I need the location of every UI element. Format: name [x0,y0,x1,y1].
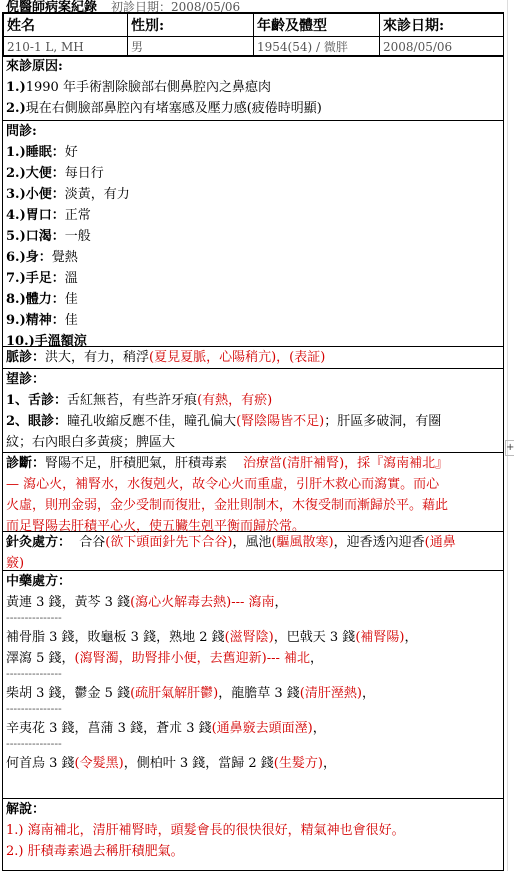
diagnosis-plan-line: 火虛，則刑金弱，金少受制而復壯，金壯則制木，木復受制而漸歸於平。藉此 [6,498,449,513]
complaint-heading: 來診原因: [6,59,63,74]
inquiry-item: 5.)口渴：一般 [6,229,91,244]
acupuncture-line: 針灸處方： 合谷(欲下頭面針先下合谷)，風池(驅風散寒)，迎香透內迎香(通鼻 [6,535,456,550]
herb-line: 補骨脂 3 錢，敗龜板 3 錢，熟地 2 錢(滋腎陰)，巴戟天 3 錢(補腎陽)， [6,630,418,645]
eye-diagnosis: 2、眼診：瞳孔收縮反應不佳，瞳孔偏大(腎陰陽皆不足)；肝區多破洞，有圈 [6,414,442,429]
herb-line: 澤瀉 5 錢，(瀉腎濁，助腎排小便，去舊迎新)--- 補北， [6,651,324,666]
inquiry-item: 10.)手溫額涼 [6,334,87,349]
plus-icon[interactable]: + [505,440,514,456]
patient-info-table [3,13,504,57]
diagnosis-plan-line: 而足腎陽去肝積平心火，使五臟生剋平衡而歸於常。 [6,519,306,534]
diagnosis-plan-line: — 瀉心火，補腎水，水復剋火，故令心火而重虛，引肝木救心而瀉實。而心 [6,477,440,492]
herb-separator: --------------- [6,667,62,680]
gender-label: 性別: [128,14,254,37]
tongue-diagnosis: 1、舌診：舌紅無苔，有些許牙痕(有熱，有瘀) [6,393,273,408]
page-edge-divider [507,0,508,871]
inquiry-item: 2.)大便：每日行 [6,166,104,181]
case-record-sheet [2,12,504,871]
gender-value: 男 [128,37,254,57]
herbs-section [3,570,503,774]
herb-separator: --------------- [6,611,62,624]
inquiry-item: 1.)睡眠：好 [6,145,78,160]
eye-diagnosis-cont: 紋；右內眼白多黃痰；脾區大 [6,435,176,450]
age-body-label: 年齡及體型 [254,14,380,37]
inquiry-item: 9.)精神：佳 [6,313,78,328]
diagnosis-section [3,452,503,537]
herbs-heading: 中藥處方： [6,574,72,589]
inquiry-heading: 問診: [6,124,37,139]
diagnosis-line: 診斷：腎陽不足，肝積肥氣，肝積毒素 治療當(清肝補腎)，採『瀉南補北』 [6,456,449,471]
explanation-line: 2.) 肝積毒素過去稱肝積肥氣。 [6,844,184,859]
herb-line: 辛夷花 3 錢，菖蒲 3 錢，蒼朮 3 錢(通鼻竅去頭面溼)， [6,721,326,736]
herb-line: 柴胡 3 錢，鬱金 5 錢(疏肝氣解肝鬱)，龍膽草 3 錢(清肝溼熱)， [6,686,375,701]
age-body-value: 1954(54) / 微胖 [254,37,380,57]
document-header [6,0,241,15]
first-visit-date: 初診日期：2008/05/06 [111,0,241,14]
complaint-line: 2.)現在右側臉部鼻腔內有堵塞感及壓力感(疲倦時明顯) [6,101,322,116]
visit-date-label: 來診日期: [380,14,504,37]
herb-separator: --------------- [6,737,62,750]
complaint-section [3,55,503,119]
inquiry-item: 3.)小便：淡黃，有力 [6,187,130,202]
explanation-line: 1.) 瀉南補北，清肝補腎時，頭髮會長的很快很好，精氣神也會很好。 [6,823,405,838]
inquiry-item: 4.)胃口：正常 [6,208,91,223]
inquiry-item: 6.)身：覺熱 [6,250,78,265]
complaint-line: 1.)1990 年手術割除臉部右側鼻腔內之鼻瘜肉 [6,80,271,95]
observation-heading: 望診： [6,372,46,387]
inquiry-item: 7.)手足：溫 [6,271,78,286]
herb-line: 黃連 3 錢，黃芩 3 錢(瀉心火解毒去熱)--- 瀉南， [6,595,288,610]
visit-date-value: 2008/05/06 [380,37,504,57]
explanation-heading: 解說： [6,802,46,817]
pulse-line: 脈診：洪大，有力，稍浮(夏見夏脈，心陽稍亢)，(表証) [6,350,326,365]
document-title: 倪醫師病案紀錄 [6,0,98,15]
explanation-section [3,798,503,862]
inquiry-item: 8.)體力：佳 [6,292,78,307]
acupuncture-line-cont: 竅) [6,556,25,571]
name-label: 姓名 [4,14,128,37]
observation-section [3,368,503,453]
acupuncture-section [3,531,503,574]
inquiry-section [3,120,503,352]
patient-id: 210-1 L, MH [4,37,128,57]
herb-separator: --------------- [6,702,62,715]
herb-line: 何首烏 3 錢(令髮黑)，側柏叶 3 錢，當歸 2 錢(生髮方)， [6,756,336,771]
pulse-section [3,346,503,368]
